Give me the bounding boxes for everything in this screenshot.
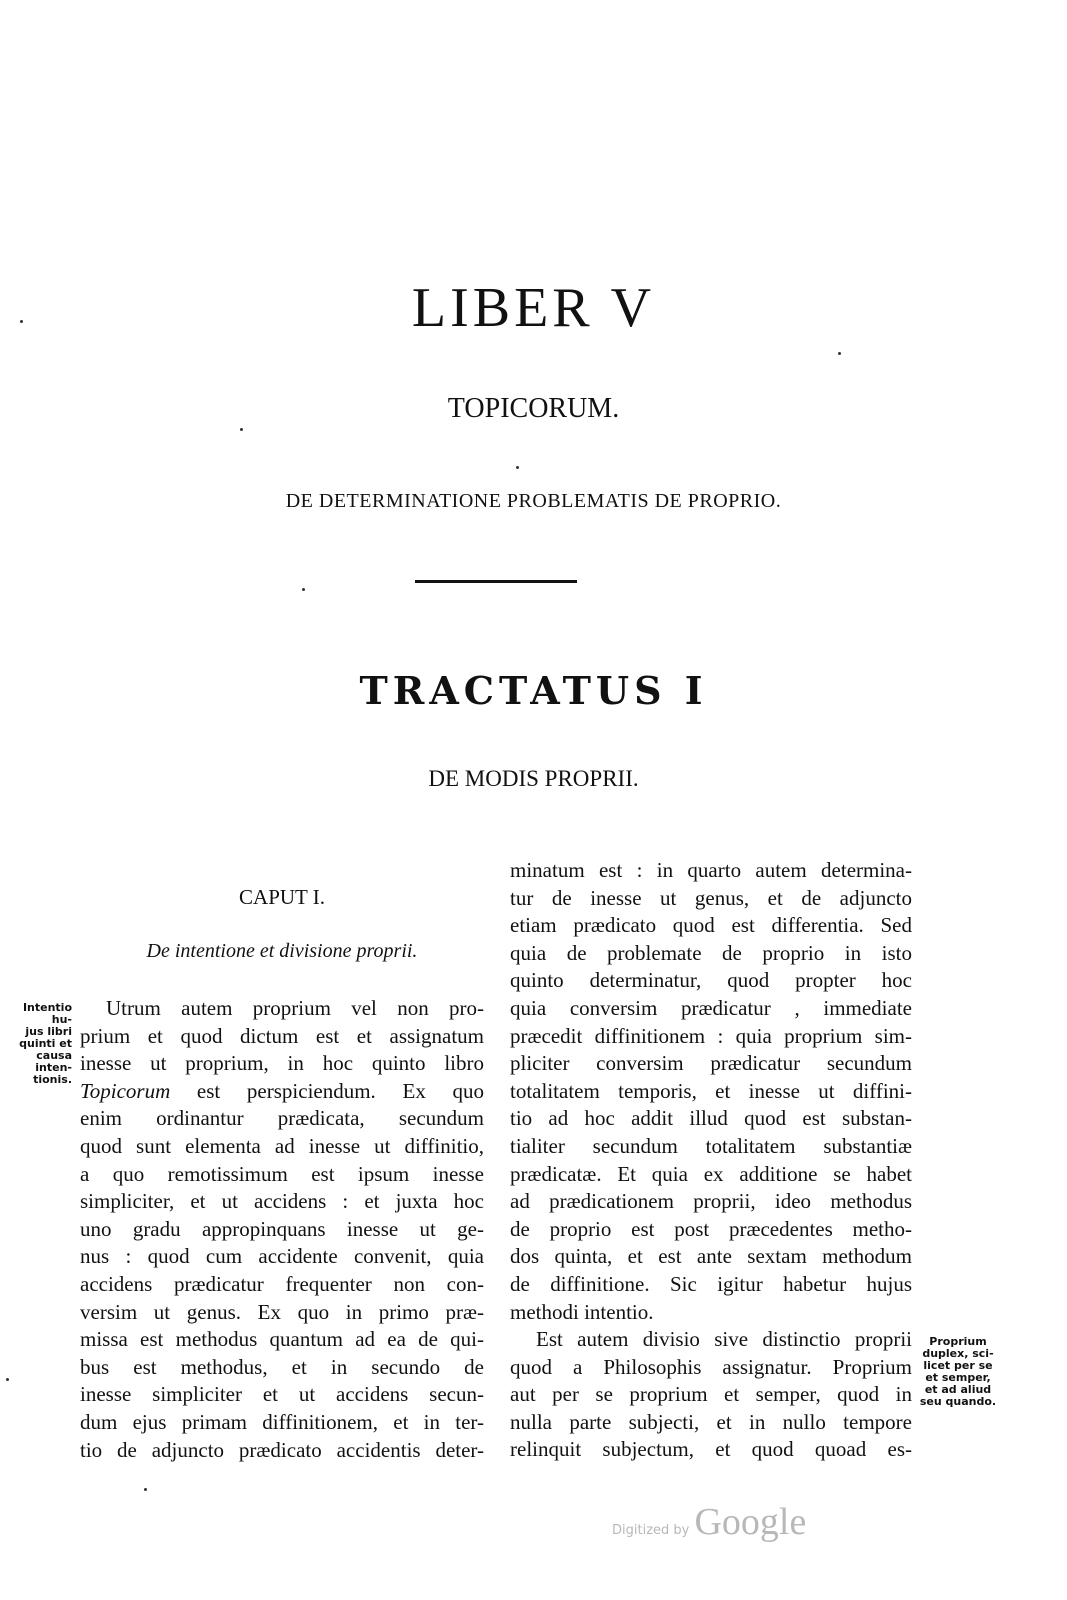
text-line: dum ejus primam diffinitionem, et in ter- [80,1409,484,1434]
margin-note-line: jus libri [25,1025,72,1038]
text-line: accidens prædicatur frequenter non con- [80,1271,484,1296]
margin-note-left [0,1002,72,1086]
right-column [510,857,912,1464]
left-column [80,995,484,1464]
scan-speck [838,352,841,355]
text-line: inesse ut proprium, in hoc quinto libro [80,1051,484,1076]
margin-note-line: quinti et [19,1037,72,1050]
margin-note-right [912,1336,1004,1408]
google-logo: Google [694,1501,807,1543]
text-line: prium et quod dictum est et assignatum [80,1023,484,1048]
text-line: methodi intentio. [510,1299,654,1324]
tractatus-title: TRACTATUS I [359,668,708,713]
scan-speck [20,320,23,323]
text-line: quinto determinatur, quod propter hoc [510,968,912,993]
scan-speck [516,466,519,469]
scan-speck [6,1378,9,1381]
text-line: prædicatæ. Et quia ex additione se habet [510,1161,912,1186]
margin-note-line: Intentio hu- [22,1001,72,1026]
book-heading: DE DETERMINATIONE PROBLEMATIS DE PROPRIO. [285,490,782,512]
text-line: quia de problemate de proprio in isto [510,940,912,965]
scan-speck [240,428,243,431]
text-line: Est autem divisio sive distinctio proprii [536,1327,912,1352]
text-line: Utrum autem proprium vel non pro- [106,996,484,1020]
text-line: præcedit diffinitionem : quia proprium sim- [510,1023,912,1048]
text-line: tio ad hoc addit illud quod est substan- [510,1106,912,1131]
digitized-watermark [612,1500,806,1544]
text-line: versim ut genus. Ex quo in primo præ- [80,1299,484,1324]
text-line: uno gradu appropinquans inesse ut ge- [80,1216,484,1241]
text-line: inesse simpliciter et ut accidens secun- [80,1382,484,1407]
text-line: quia conversim prædicatur , immediate [510,995,912,1020]
book-title: LIBER V [411,277,656,339]
text-line: bus est methodus, et in secundo de [80,1354,484,1379]
text-line: simpliciter, et ut accidens : et juxta hoc [80,1189,484,1214]
margin-note-line: Proprium [929,1335,987,1348]
text-line: de proprio est post præcedentes metho- [510,1216,912,1241]
text-line: enim ordinantur prædicata, secundum [80,1106,484,1131]
tractatus-subtitle: DE MODIS PROPRII. [428,766,639,791]
text-line: quod sunt elementa ad inesse ut diffinitio, [80,1133,484,1158]
text-line: a quo remotissimum est ipsum inesse [80,1161,484,1186]
text-line: missa est methodus quantum ad ea de qui- [80,1327,484,1352]
margin-note-line: seu quando. [919,1395,997,1408]
margin-note-line: et semper, [925,1371,991,1384]
text-line: tio de adjuncto prædicato accidentis deter- [80,1437,484,1462]
digitized-label: Digitized by [612,1523,690,1538]
text-line: Topicorum est perspiciendum. Ex quo [80,1078,484,1103]
margin-note-line: et ad aliud [924,1383,992,1396]
text-line: quod a Philosophis assignatur. Proprium [510,1354,912,1379]
text-line: nulla parte subjecti, et in nullo tempore [510,1409,912,1434]
text-line: totalitatem temporis, et inesse ut diffini- [510,1078,912,1103]
text-line: de diffinitione. Sic igitur habetur hujus [510,1271,912,1296]
text-line: tialiter secundum totalitatem substantiæ [510,1133,912,1158]
text-line: tur de inesse ut genus, et de adjuncto [510,885,912,910]
margin-note-line: tionis. [33,1073,72,1086]
italic-word: Topicorum [80,1078,171,1103]
text-line: ad prædicationem proprii, ideo methodus [510,1189,912,1214]
text-line: relinquit subjectum, et quod quoad es- [510,1437,912,1462]
margin-note-line: causa inten- [35,1049,72,1074]
margin-note-line: licet per se [923,1359,993,1372]
margin-note-line: duplex, sci- [922,1347,994,1360]
text-line: nus : quod cum accidente convenit, quia [80,1244,484,1269]
book-subtitle: TOPICORUM. [447,393,620,424]
scan-speck [144,1488,147,1491]
text-line: dos quinta, et est ante sextam methodum [510,1244,912,1269]
scan-speck [302,588,305,591]
text-line: pliciter conversim prædicatur secundum [510,1051,912,1076]
chapter-title: CAPUT I. [239,885,325,909]
text-line: etiam prædicato quod est differentia. Sed [510,913,912,938]
text-line: aut per se proprium et semper, quod in [510,1382,912,1407]
divider-rule [415,580,577,583]
text-line: minatum est : in quarto autem determina- [510,858,912,882]
chapter-subtitle: De intentione et divisione proprii. [146,940,418,962]
